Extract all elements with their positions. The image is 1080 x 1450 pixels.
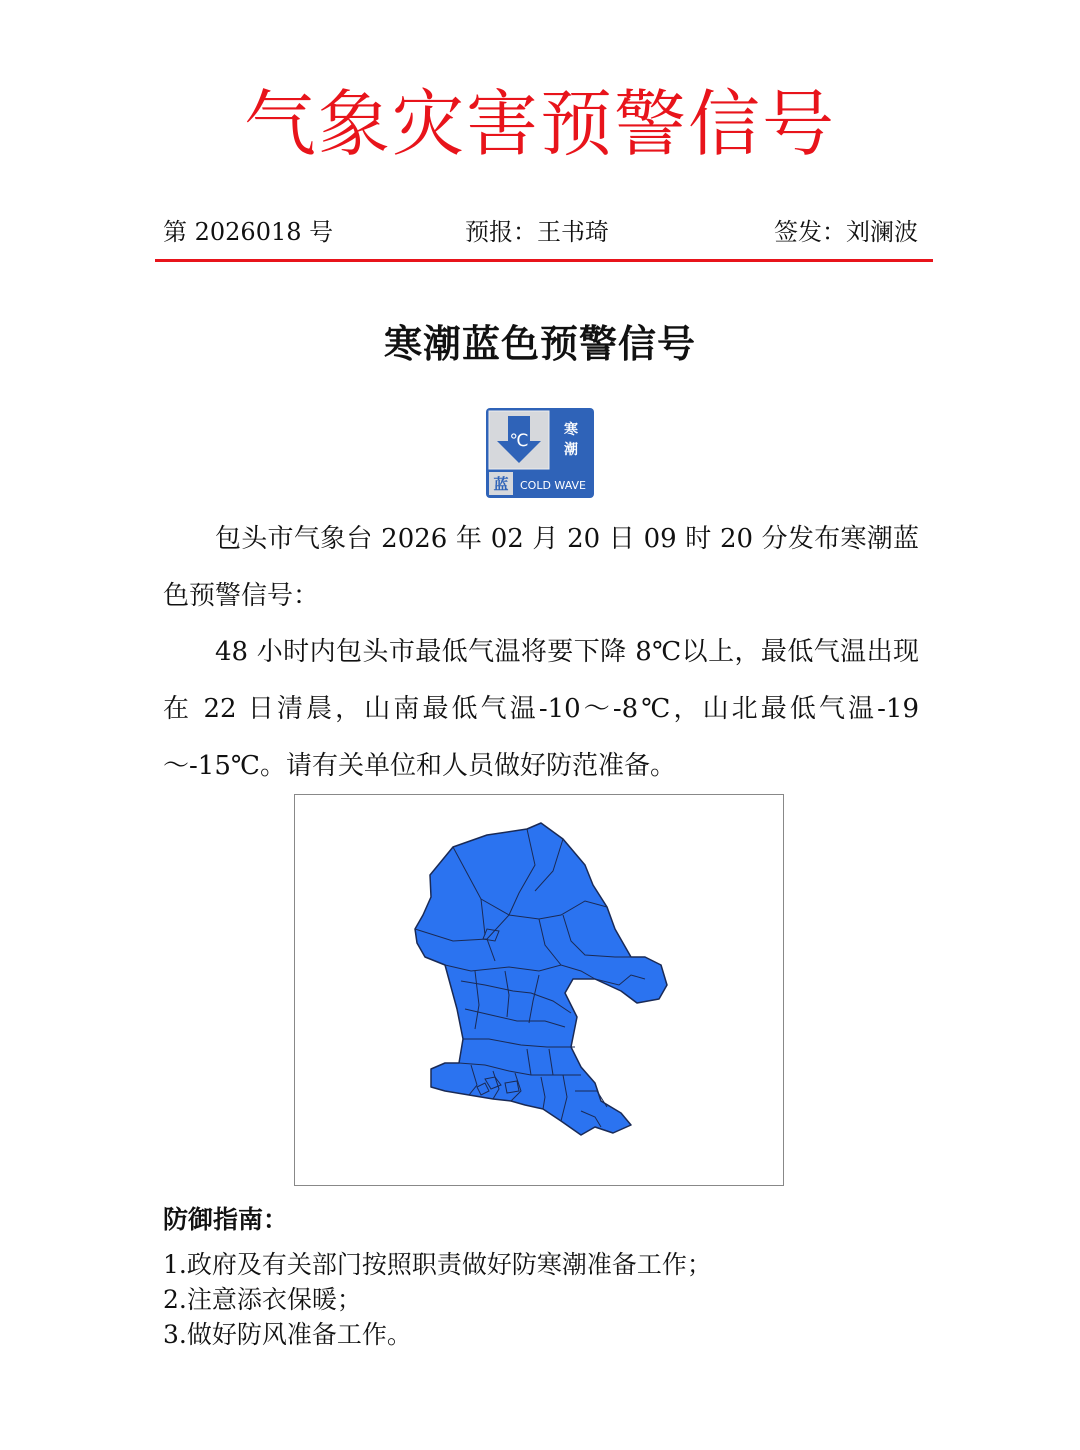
- signal-type-char-2: 潮: [564, 442, 578, 458]
- signer: 签发：刘澜波: [774, 218, 918, 246]
- signal-level-char: 蓝: [493, 475, 509, 493]
- signal-type-char-1: 寒: [564, 422, 578, 438]
- signal-english-label: COLD WAVE: [519, 479, 587, 492]
- guide-list: [163, 1247, 712, 1352]
- meta-row: [163, 216, 918, 248]
- issue-number: 第 2026018 号: [163, 218, 334, 246]
- header-title: 气象灾害预警信号: [243, 82, 836, 166]
- signal-symbol: ℃: [509, 431, 529, 451]
- header-divider: [155, 259, 933, 262]
- warning-title: 寒潮蓝色预警信号: [383, 322, 696, 366]
- issuance-paragraph: 包头市气象台 2026 年 02 月 20 日 09 时 20 分发布寒潮蓝色预警信号：: [163, 524, 919, 611]
- forecaster: 预报：王书琦: [465, 218, 609, 246]
- guide-item: 2.注意添衣保暖；: [163, 1285, 362, 1314]
- baotou-region-shape: [415, 823, 667, 1135]
- warning-area-map: [294, 794, 784, 1186]
- guide-item: 1.政府及有关部门按照职责做好防寒潮准备工作；: [163, 1250, 712, 1279]
- guide-heading: 防御指南：: [163, 1205, 289, 1234]
- forecast-paragraph: 48 小时内包头市最低气温将要下降 8℃以上，最低气温出现在 22 日清晨，山南最低气温-10～-8℃，山北最低气温-19～-15℃。请有关单位和人员做好防范准备。: [163, 637, 919, 781]
- guide-item: 3.做好防风准备工作。: [163, 1320, 412, 1349]
- cold-wave-blue-signal-icon: [486, 408, 594, 498]
